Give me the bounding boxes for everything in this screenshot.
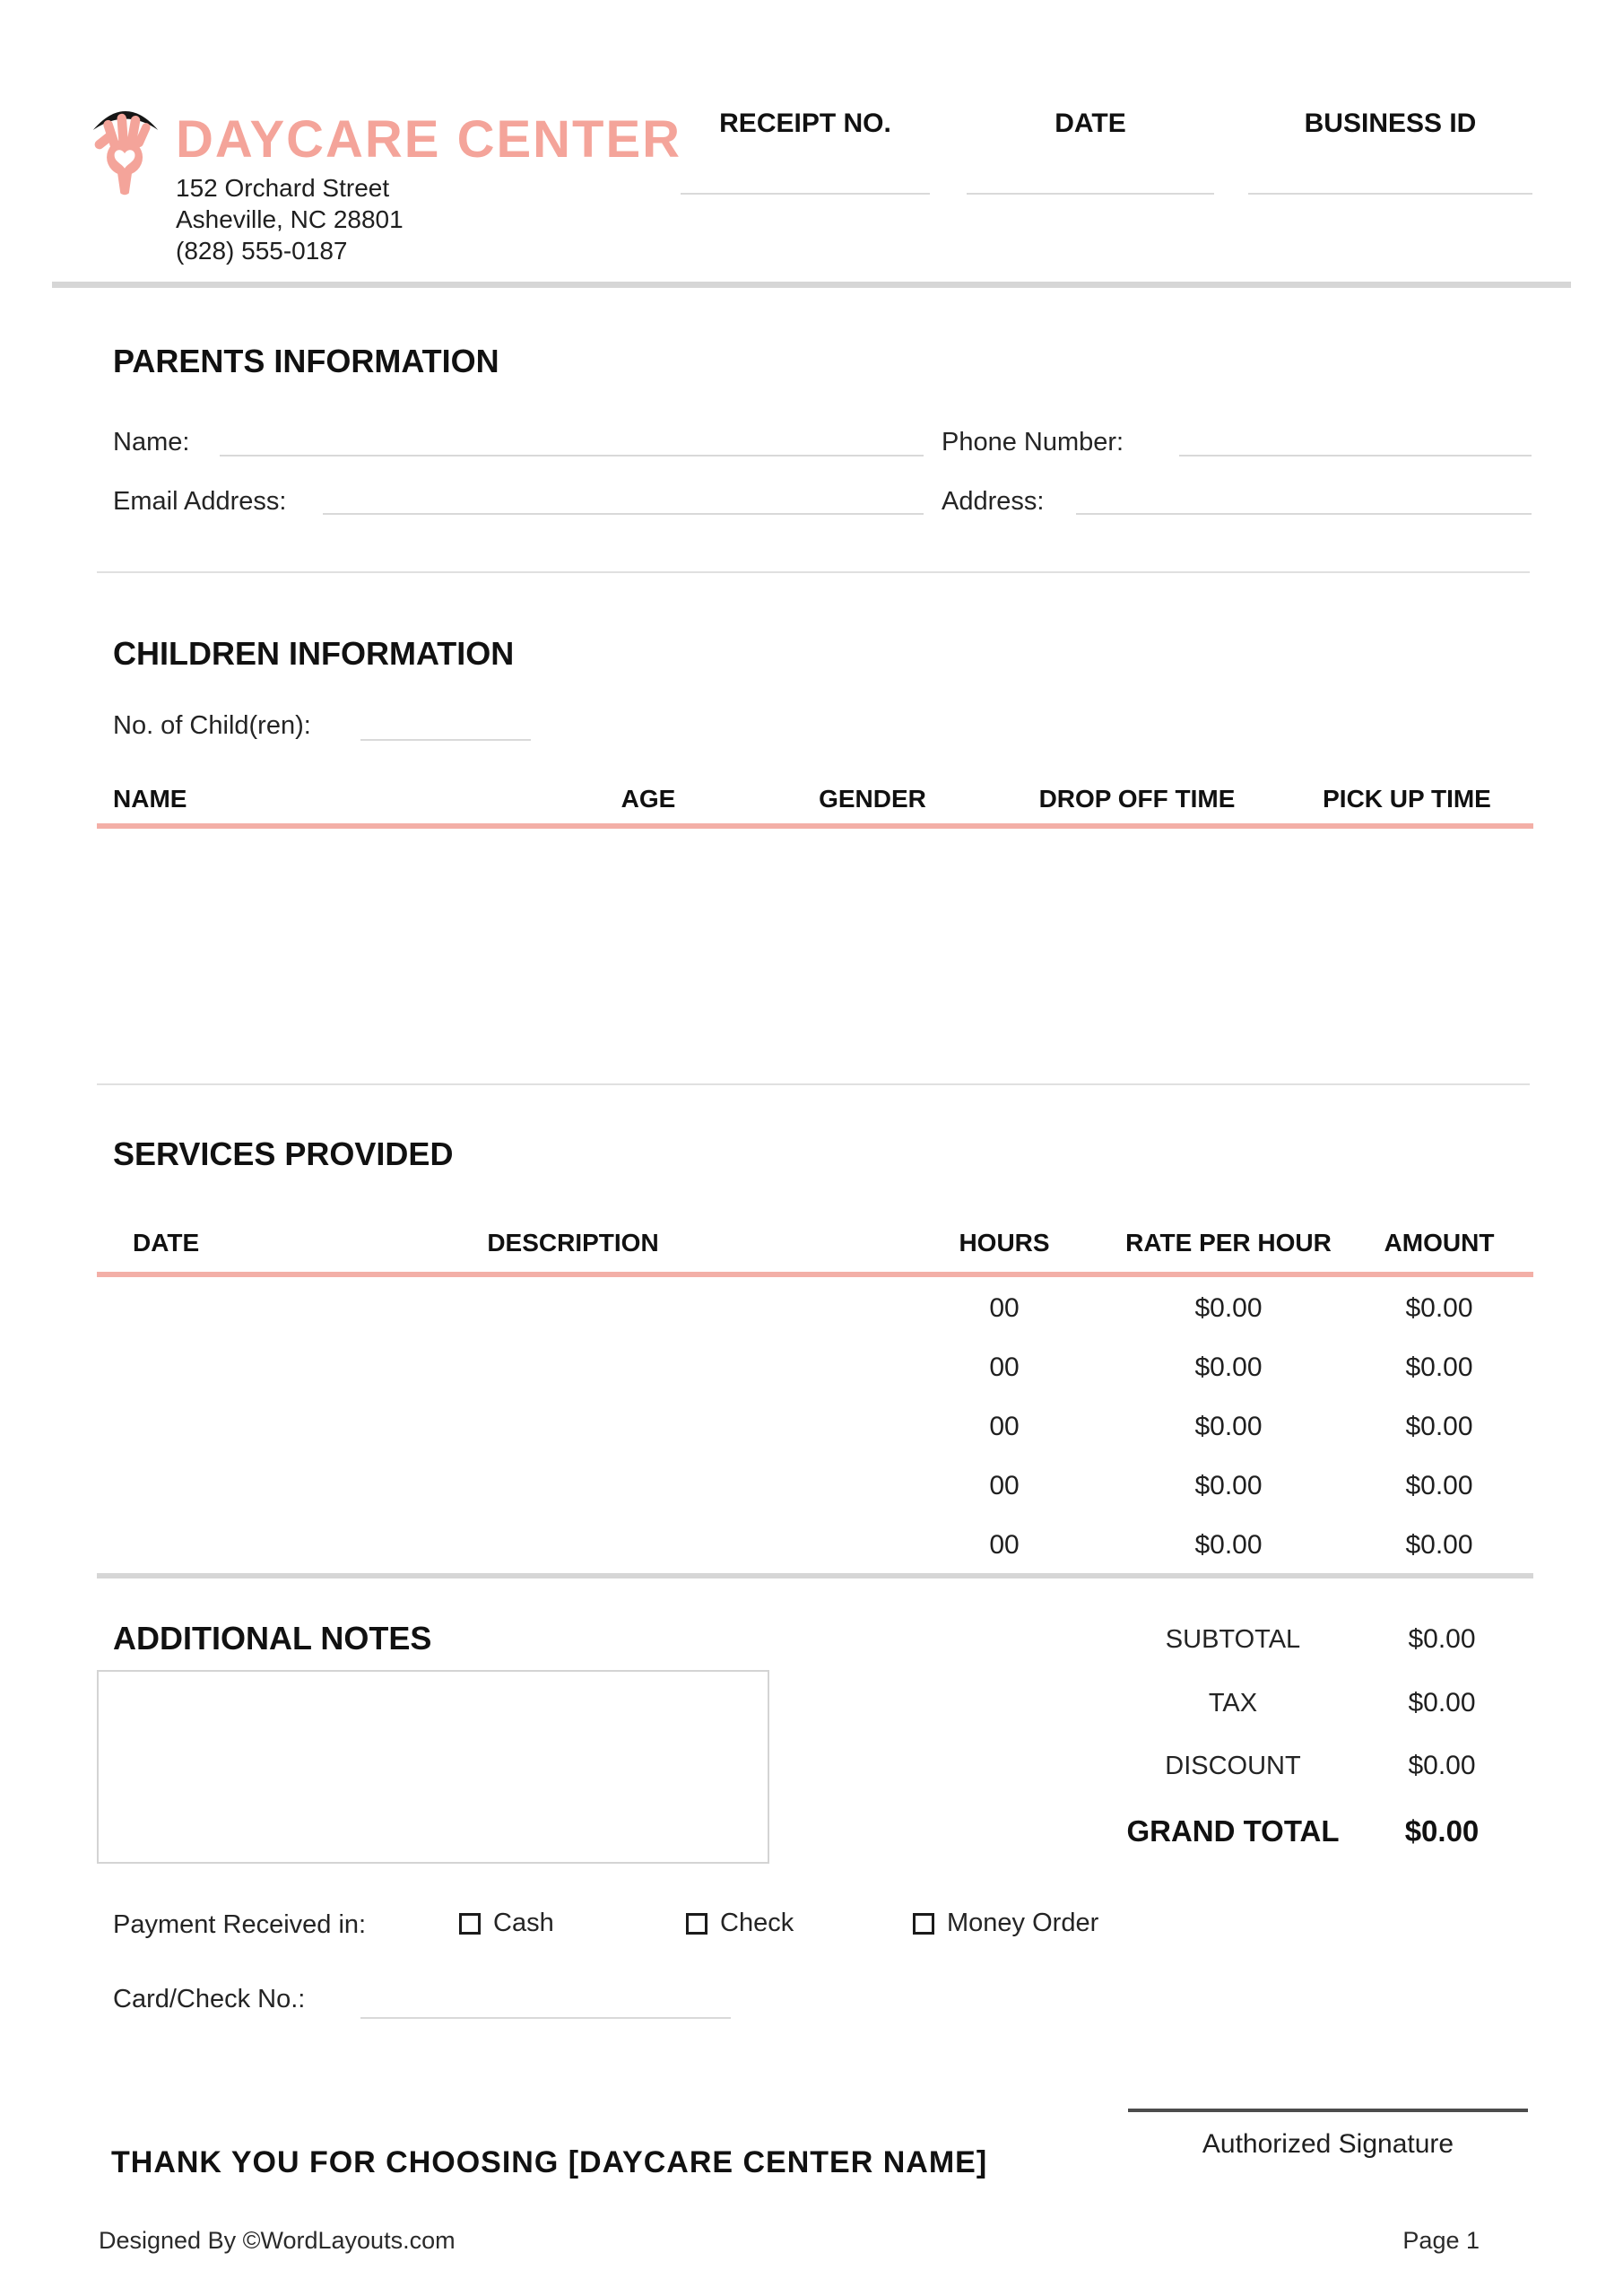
payment-option-check[interactable] [686,1909,794,1938]
address-label: Address: [942,487,1045,516]
children-col-gender: GENDER [819,785,926,813]
discount-value: $0.00 [1408,1751,1476,1780]
children-count-field[interactable] [360,739,531,741]
signature-line[interactable] [1128,2109,1528,2112]
check-option-label: Check [720,1909,794,1937]
date-label: DATE [1055,109,1126,138]
header-divider [52,282,1571,288]
thank-you-message: THANK YOU FOR CHOOSING [DAYCARE CENTER NAME] [111,2145,988,2179]
children-information-title: CHILDREN INFORMATION [113,635,515,672]
children-col-dropoff: DROP OFF TIME [1038,785,1236,813]
services-table-rule [97,1272,1533,1277]
authorized-signature-label: Authorized Signature [1202,2129,1454,2159]
service-row-hours: 00 [989,1293,1020,1323]
service-row-rate: $0.00 [1194,1352,1263,1382]
name-field[interactable] [220,455,924,457]
service-row-amount: $0.00 [1405,1471,1473,1500]
receipt-no-label: RECEIPT NO. [719,109,891,138]
children-table-rule [97,823,1533,829]
service-row-hours: 00 [989,1471,1020,1500]
service-row-amount: $0.00 [1405,1412,1473,1441]
parents-section-divider [97,571,1530,573]
money-order-option-label: Money Order [947,1909,1099,1937]
tax-label: TAX [1208,1689,1258,1718]
money-order-checkbox[interactable] [913,1913,934,1935]
service-row-amount: $0.00 [1405,1530,1473,1560]
date-field[interactable] [967,193,1214,195]
email-address-field[interactable] [323,513,924,515]
service-row-amount: $0.00 [1405,1352,1473,1382]
receipt-no-field[interactable] [681,193,930,195]
phone-number-label: Phone Number: [942,428,1124,457]
payment-option-cash[interactable] [459,1909,554,1938]
service-row-hours: 00 [989,1412,1020,1441]
grand-total-value: $0.00 [1404,1814,1480,1848]
service-row-rate: $0.00 [1194,1293,1263,1323]
service-row-rate: $0.00 [1194,1471,1263,1500]
service-row-amount: $0.00 [1405,1293,1473,1323]
hand-heart-logo-icon [90,93,161,199]
discount-label: DISCOUNT [1165,1752,1301,1780]
business-id-field[interactable] [1248,193,1532,195]
services-section-divider [97,1573,1533,1578]
payment-option-money-order[interactable] [913,1909,1098,1938]
services-col-amount: AMOUNT [1384,1229,1495,1257]
services-col-description: DESCRIPTION [487,1229,659,1257]
payment-received-label: Payment Received in: [113,1910,367,1939]
children-count-label: No. of Child(ren): [113,711,311,740]
services-provided-title: SERVICES PROVIDED [113,1135,454,1172]
additional-notes-title: ADDITIONAL NOTES [113,1620,432,1657]
address-line-1: 152 Orchard Street [176,174,390,202]
parents-information-title: PARENTS INFORMATION [113,343,499,379]
subtotal-value: $0.00 [1408,1624,1476,1654]
check-checkbox[interactable] [686,1913,707,1935]
services-col-date: DATE [133,1229,200,1257]
children-col-pickup: PICK UP TIME [1323,785,1491,813]
footer-credit: Designed By ©WordLayouts.com [99,2227,456,2254]
service-row-hours: 00 [989,1530,1020,1560]
address-line-2: Asheville, NC 28801 [176,205,404,233]
tax-value: $0.00 [1408,1688,1476,1718]
subtotal-label: SUBTOTAL [1165,1625,1301,1654]
services-col-hours: HOURS [959,1229,1050,1257]
service-row-hours: 00 [989,1352,1020,1382]
service-row-rate: $0.00 [1194,1530,1263,1560]
children-col-name: NAME [113,785,187,813]
services-col-rate: RATE PER HOUR [1125,1229,1332,1257]
grand-total-label: GRAND TOTAL [1126,1814,1340,1848]
children-section-divider [97,1083,1530,1085]
name-label: Name: [113,428,190,457]
cash-checkbox[interactable] [459,1913,481,1935]
phone-number-field[interactable] [1179,455,1532,457]
company-phone: (828) 555-0187 [176,237,348,265]
service-row-rate: $0.00 [1194,1412,1263,1441]
card-check-no-label: Card/Check No.: [113,1985,306,2013]
business-id-label: BUSINESS ID [1304,109,1477,138]
card-check-no-field[interactable] [360,2017,731,2019]
company-address [176,172,404,266]
cash-option-label: Cash [493,1909,554,1937]
page-number: Page 1 [1402,2227,1480,2254]
email-address-label: Email Address: [113,487,287,516]
brand-name: DAYCARE CENTER [176,110,682,169]
children-col-age: AGE [621,785,676,813]
address-field[interactable] [1076,513,1532,515]
additional-notes-box[interactable] [97,1670,769,1864]
